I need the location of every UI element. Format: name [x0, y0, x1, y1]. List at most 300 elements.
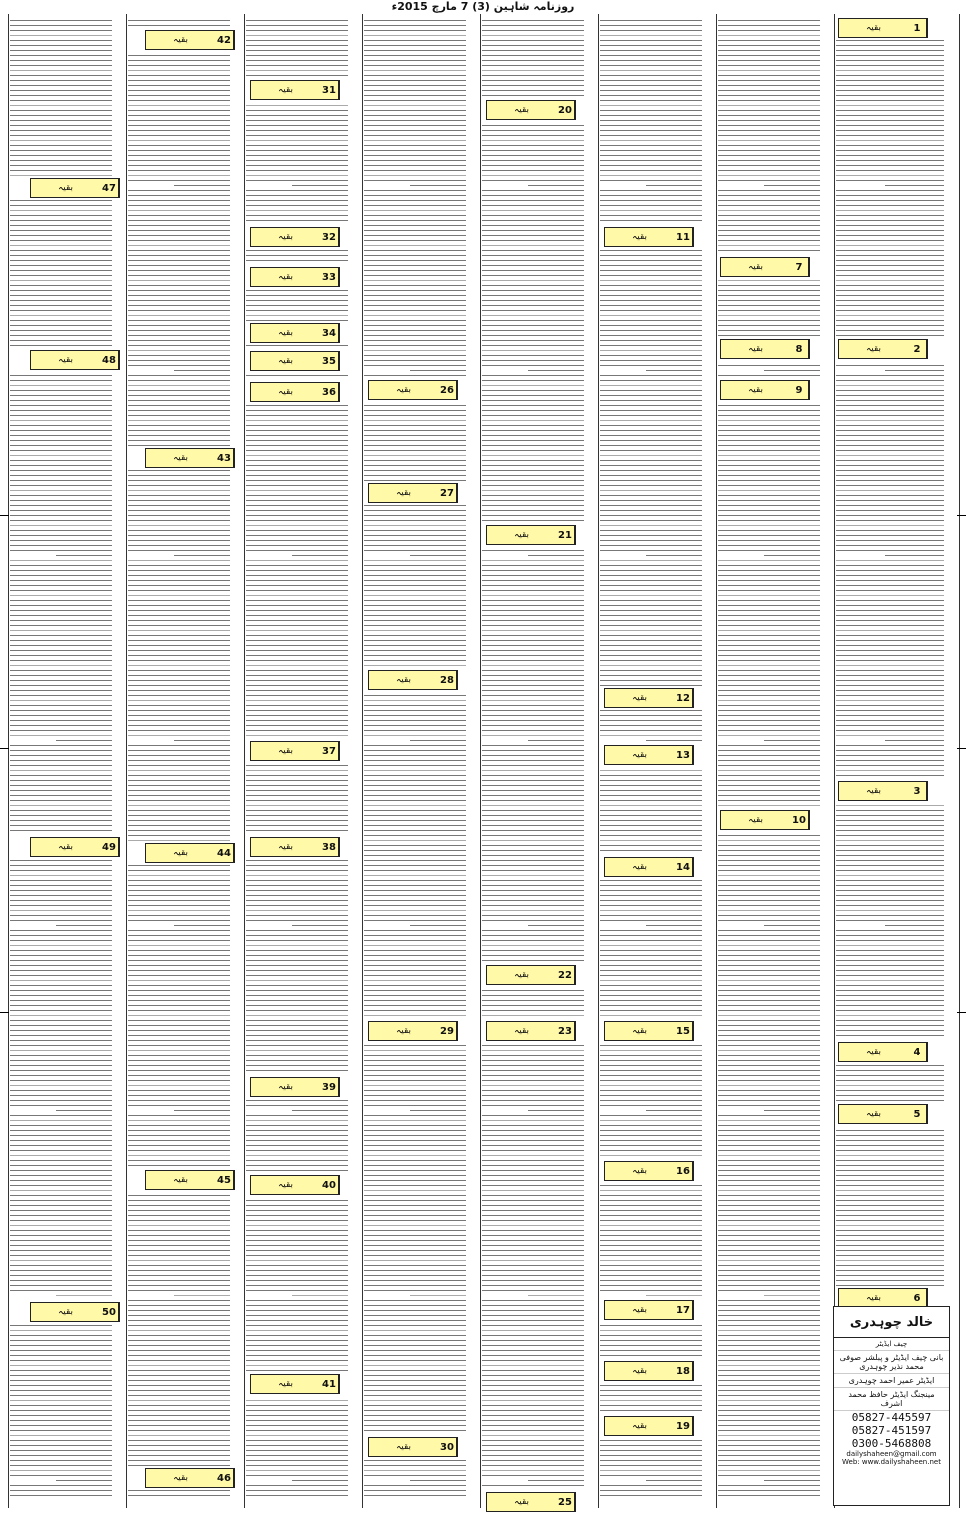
continuation-label: بقیہ	[747, 262, 764, 272]
text-line	[482, 775, 584, 776]
text-line	[128, 1355, 230, 1356]
continuation-number: 14	[674, 858, 693, 876]
column	[480, 14, 599, 1508]
text-line	[128, 175, 230, 176]
text-line	[364, 650, 466, 651]
text-line	[128, 825, 230, 826]
text-line	[128, 880, 230, 881]
text-line	[836, 285, 944, 286]
text-line	[600, 220, 702, 221]
text-line	[600, 905, 702, 906]
text-line	[718, 1100, 820, 1101]
text-line	[482, 460, 584, 461]
text-line	[718, 560, 820, 561]
text-line	[836, 270, 944, 271]
text-line	[246, 830, 348, 831]
text-line	[10, 975, 112, 976]
text-line	[482, 1280, 584, 1281]
text-line	[246, 660, 348, 661]
continuation-label: بقیہ	[865, 786, 882, 796]
text-line	[364, 875, 466, 876]
text-line	[128, 95, 230, 96]
text-line	[128, 1035, 230, 1036]
text-line	[10, 470, 112, 471]
text-line	[246, 1425, 348, 1426]
text-line	[10, 1030, 112, 1031]
text-line	[364, 660, 466, 661]
text-line	[718, 160, 820, 161]
continuation-label: بقیہ	[631, 1166, 648, 1176]
continuation-label: بقیہ	[631, 232, 648, 242]
text-line	[600, 545, 702, 546]
text-line	[10, 445, 112, 446]
continuation-tag	[250, 227, 340, 247]
text-line	[482, 1105, 584, 1106]
text-line	[718, 1060, 820, 1061]
text-line	[718, 1320, 820, 1321]
text-line	[246, 530, 348, 531]
text-line	[364, 1075, 466, 1076]
text-line	[10, 1040, 112, 1041]
text-line	[10, 220, 112, 221]
text-line	[482, 1440, 584, 1441]
text-line	[600, 335, 702, 336]
text-line	[718, 20, 820, 21]
text-line	[364, 1485, 466, 1486]
text-line	[600, 60, 702, 61]
text-line	[836, 1180, 944, 1181]
text-line	[10, 1170, 112, 1171]
text-line	[364, 830, 466, 831]
text-line	[410, 1295, 466, 1296]
text-line	[128, 1165, 230, 1166]
text-line	[128, 645, 230, 646]
text-line	[128, 810, 230, 811]
text-line	[482, 170, 584, 171]
text-line	[482, 280, 584, 281]
editor-row	[834, 1374, 949, 1388]
text-line	[364, 420, 466, 421]
text-line	[128, 150, 230, 151]
text-line	[836, 610, 944, 611]
text-line	[600, 95, 702, 96]
text-line	[600, 290, 702, 291]
continuation-number: 44	[215, 844, 234, 862]
text-line	[718, 725, 820, 726]
text-line	[600, 710, 702, 711]
text-line	[364, 365, 466, 366]
text-line	[246, 255, 348, 256]
text-line	[718, 155, 820, 156]
text-line	[364, 1410, 466, 1411]
text-line	[128, 770, 230, 771]
text-line	[528, 740, 584, 741]
text-line	[836, 395, 944, 396]
text-line	[10, 575, 112, 576]
text-line	[482, 175, 584, 176]
text-line	[718, 1485, 820, 1486]
text-line	[836, 295, 944, 296]
text-line	[718, 755, 820, 756]
text-line	[246, 290, 348, 291]
text-line	[600, 940, 702, 941]
text-line	[128, 1495, 230, 1496]
text-line	[246, 980, 348, 981]
text-line	[128, 90, 230, 91]
text-line	[600, 1405, 702, 1406]
text-line	[482, 1190, 584, 1191]
text-line	[128, 805, 230, 806]
text-line	[128, 1400, 230, 1401]
text-line	[482, 320, 584, 321]
text-line	[718, 510, 820, 511]
text-line	[718, 600, 820, 601]
text-line	[600, 345, 702, 346]
text-line	[364, 835, 466, 836]
text-line	[364, 205, 466, 206]
text-line	[10, 990, 112, 991]
text-line	[600, 645, 702, 646]
text-line	[246, 435, 348, 436]
text-line	[482, 20, 584, 21]
text-line	[128, 820, 230, 821]
text-line	[174, 1295, 230, 1296]
text-line	[246, 910, 348, 911]
text-line	[836, 320, 944, 321]
text-line	[128, 1050, 230, 1051]
text-line	[718, 1290, 820, 1291]
text-line	[482, 1045, 584, 1046]
text-line	[600, 585, 702, 586]
text-line	[246, 485, 348, 486]
text-line	[10, 1175, 112, 1176]
text-line	[718, 1000, 820, 1001]
text-line	[718, 240, 820, 241]
text-line	[482, 455, 584, 456]
text-line	[10, 270, 112, 271]
text-line	[718, 615, 820, 616]
text-line	[482, 615, 584, 616]
text-line	[836, 1070, 944, 1071]
text-line	[364, 320, 466, 321]
text-line	[482, 1445, 584, 1446]
text-line	[246, 60, 348, 61]
text-line	[718, 320, 820, 321]
text-line	[10, 330, 112, 331]
text-line	[10, 865, 112, 866]
text-line	[10, 340, 112, 341]
text-line	[836, 1160, 944, 1161]
text-line	[718, 1180, 820, 1181]
text-line	[600, 1355, 702, 1356]
text-line	[836, 990, 944, 991]
text-line	[836, 1280, 944, 1281]
text-line	[718, 1465, 820, 1466]
text-line	[600, 1445, 702, 1446]
text-line	[56, 740, 112, 741]
text-line	[10, 600, 112, 601]
text-line	[482, 1180, 584, 1181]
text-line	[718, 200, 820, 201]
text-line	[718, 865, 820, 866]
text-line	[246, 1335, 348, 1336]
text-line	[364, 935, 466, 936]
text-line	[836, 960, 944, 961]
text-line	[10, 400, 112, 401]
phone-1: 05827-445597	[851, 1411, 932, 1424]
text-line	[364, 315, 466, 316]
text-line	[600, 55, 702, 56]
text-line	[600, 620, 702, 621]
continuation-label: بقیہ	[277, 1379, 294, 1389]
text-line	[128, 945, 230, 946]
text-line	[10, 1245, 112, 1246]
text-line	[10, 825, 112, 826]
text-line	[10, 115, 112, 116]
text-line	[482, 400, 584, 401]
text-line	[364, 190, 466, 191]
text-line	[364, 1190, 466, 1191]
text-line	[246, 990, 348, 991]
text-line	[364, 360, 466, 361]
text-line	[292, 1110, 348, 1111]
continuation-label: بقیہ	[277, 746, 294, 756]
text-line	[246, 580, 348, 581]
text-line	[718, 1130, 820, 1131]
text-line	[128, 575, 230, 576]
text-line	[482, 950, 584, 951]
text-line	[836, 1010, 944, 1011]
text-line	[246, 885, 348, 886]
text-line	[364, 1055, 466, 1056]
text-line	[836, 300, 944, 301]
text-line	[364, 45, 466, 46]
text-line	[10, 455, 112, 456]
text-line	[364, 325, 466, 326]
text-line	[364, 265, 466, 266]
text-line	[246, 1235, 348, 1236]
text-line	[718, 1095, 820, 1096]
text-line	[600, 1090, 702, 1091]
text-line	[10, 655, 112, 656]
text-line	[128, 75, 230, 76]
text-line	[836, 945, 944, 946]
text-line	[128, 380, 230, 381]
text-line	[482, 1225, 584, 1226]
text-line	[10, 635, 112, 636]
text-line	[174, 1110, 230, 1111]
text-line	[128, 670, 230, 671]
phone-2: 05827-451597	[851, 1424, 932, 1437]
text-line	[836, 685, 944, 686]
text-line	[128, 345, 230, 346]
text-line	[718, 1475, 820, 1476]
text-line	[10, 970, 112, 971]
text-line	[482, 560, 584, 561]
text-line	[364, 990, 466, 991]
text-line	[718, 585, 820, 586]
text-line	[364, 895, 466, 896]
continuation-label: بقیہ	[747, 385, 764, 395]
text-line	[128, 1405, 230, 1406]
text-line	[718, 420, 820, 421]
text-line	[482, 765, 584, 766]
continuation-number: 21	[556, 526, 575, 544]
text-line	[600, 305, 702, 306]
text-line	[482, 955, 584, 956]
continuation-label: بقیہ	[172, 1473, 189, 1483]
text-line	[600, 515, 702, 516]
continuation-label: بقیہ	[631, 1026, 648, 1036]
text-line	[482, 490, 584, 491]
text-line	[10, 260, 112, 261]
text-line	[718, 675, 820, 676]
text-line	[128, 1195, 230, 1196]
text-line	[836, 115, 944, 116]
text-line	[482, 1195, 584, 1196]
text-line	[246, 915, 348, 916]
text-line	[128, 1090, 230, 1091]
text-line	[836, 365, 944, 366]
text-line	[718, 1360, 820, 1361]
text-line	[836, 865, 944, 866]
text-line	[364, 1345, 466, 1346]
text-line	[128, 1360, 230, 1361]
text-line	[836, 1230, 944, 1231]
text-line	[600, 200, 702, 201]
text-line	[246, 1015, 348, 1016]
text-line	[246, 480, 348, 481]
text-line	[128, 1070, 230, 1071]
text-line	[600, 1280, 702, 1281]
text-line	[836, 650, 944, 651]
text-line	[836, 605, 944, 606]
text-line	[836, 70, 944, 71]
text-line	[128, 870, 230, 871]
text-line	[836, 705, 944, 706]
text-line	[600, 1085, 702, 1086]
text-line	[764, 1110, 820, 1111]
text-line	[482, 660, 584, 661]
text-line	[128, 1235, 230, 1236]
text-line	[718, 1300, 820, 1301]
text-line	[646, 740, 702, 741]
text-line	[10, 410, 112, 411]
text-line	[836, 505, 944, 506]
text-line	[128, 1300, 230, 1301]
text-line	[482, 1430, 584, 1431]
text-line	[718, 715, 820, 716]
text-line	[482, 255, 584, 256]
text-line	[600, 1065, 702, 1066]
text-line	[128, 215, 230, 216]
text-line	[718, 1385, 820, 1386]
text-line	[718, 485, 820, 486]
text-line	[364, 940, 466, 941]
text-line	[482, 1010, 584, 1011]
text-line	[128, 865, 230, 866]
text-line	[128, 1330, 230, 1331]
text-line	[246, 605, 348, 606]
text-line	[718, 950, 820, 951]
text-line	[128, 1230, 230, 1231]
text-line	[10, 1360, 112, 1361]
text-line	[364, 335, 466, 336]
text-line	[10, 275, 112, 276]
text-line	[718, 1220, 820, 1221]
text-line	[718, 855, 820, 856]
text-line	[246, 930, 348, 931]
text-line	[10, 1330, 112, 1331]
text-line	[600, 610, 702, 611]
text-line	[718, 540, 820, 541]
text-line	[600, 1340, 702, 1341]
text-line	[836, 905, 944, 906]
text-line	[718, 55, 820, 56]
text-line	[646, 185, 702, 186]
text-line	[718, 980, 820, 981]
text-line	[128, 250, 230, 251]
text-line	[364, 865, 466, 866]
text-line	[364, 1125, 466, 1126]
text-line	[718, 1375, 820, 1376]
text-line	[718, 1030, 820, 1031]
text-line	[364, 855, 466, 856]
text-line	[128, 1145, 230, 1146]
text-line	[364, 1320, 466, 1321]
text-line	[600, 1350, 702, 1351]
continuation-label: بقیہ	[277, 387, 294, 397]
text-line	[364, 1315, 466, 1316]
text-line	[10, 1130, 112, 1131]
text-line	[128, 1380, 230, 1381]
text-line	[10, 315, 112, 316]
text-line	[718, 1405, 820, 1406]
text-line	[718, 910, 820, 911]
text-line	[246, 1250, 348, 1251]
text-line	[128, 1385, 230, 1386]
text-line	[10, 760, 112, 761]
text-line	[364, 825, 466, 826]
text-line	[764, 925, 820, 926]
text-line	[10, 595, 112, 596]
continuation-tag	[486, 1021, 576, 1041]
text-line	[364, 1105, 466, 1106]
text-line	[836, 455, 944, 456]
text-line	[128, 505, 230, 506]
text-line	[600, 250, 702, 251]
text-line	[482, 1400, 584, 1401]
text-line	[718, 1210, 820, 1211]
text-line	[128, 530, 230, 531]
text-line	[56, 1480, 112, 1481]
text-line	[364, 1360, 466, 1361]
text-line	[836, 770, 944, 771]
text-line	[128, 765, 230, 766]
text-line	[364, 610, 466, 611]
text-line	[718, 40, 820, 41]
text-line	[128, 790, 230, 791]
text-line	[128, 275, 230, 276]
continuation-number: 42	[215, 31, 234, 49]
text-line	[718, 635, 820, 636]
text-line	[364, 1215, 466, 1216]
text-line	[364, 1365, 466, 1366]
text-line	[600, 970, 702, 971]
text-line	[836, 730, 944, 731]
text-line	[246, 300, 348, 301]
text-line	[600, 1005, 702, 1006]
